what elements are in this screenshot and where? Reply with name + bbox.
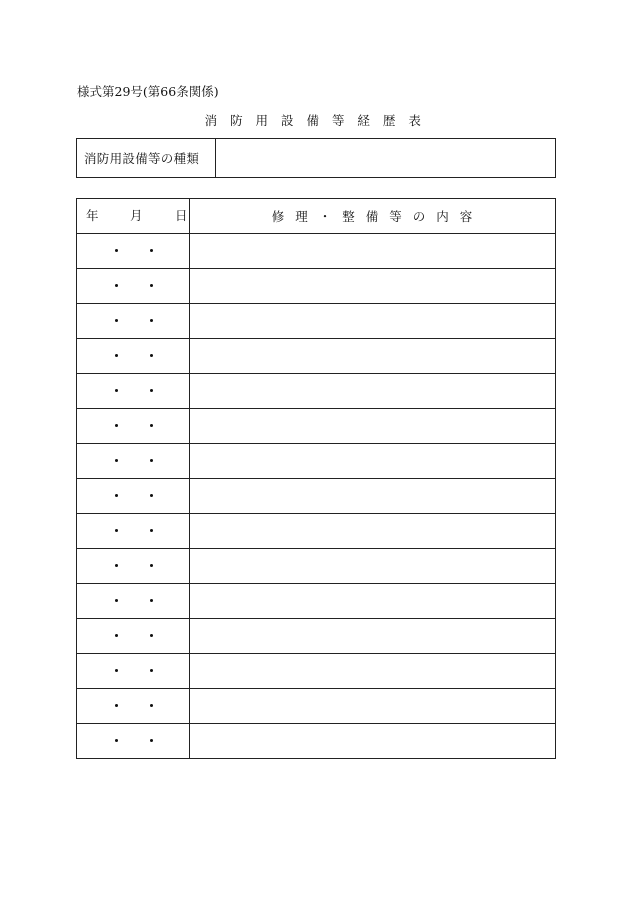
content-cell[interactable]: [190, 479, 556, 514]
date-separator-dot: [115, 634, 118, 637]
table-row: [77, 514, 556, 549]
content-cell[interactable]: [190, 409, 556, 444]
date-separator-dot: [150, 704, 153, 707]
form-number: 様式第29号(第66条関係): [77, 84, 219, 99]
date-separator-dot: [150, 739, 153, 742]
date-cell[interactable]: [77, 269, 190, 304]
date-separator-dot: [115, 354, 118, 357]
date-separator-dot: [150, 529, 153, 532]
date-separator-dot: [115, 424, 118, 427]
table-row: [77, 444, 556, 479]
table-row: [77, 409, 556, 444]
date-column-header: [77, 199, 190, 234]
content-cell[interactable]: [190, 549, 556, 584]
table-row: [77, 374, 556, 409]
date-separator-dot: [150, 634, 153, 637]
equipment-type-field[interactable]: [216, 139, 556, 178]
date-cell[interactable]: [77, 479, 190, 514]
table-row: [77, 724, 556, 759]
date-separator-dot: [150, 424, 153, 427]
history-table: [76, 198, 556, 759]
history-rows: [77, 234, 556, 759]
date-separator-dot: [115, 249, 118, 252]
date-cell[interactable]: [77, 514, 190, 549]
page-title: 消 防 用 設 備 等 経 歴 表: [204, 113, 426, 128]
day-header: 日: [175, 208, 188, 223]
date-separator-dot: [150, 249, 153, 252]
date-cell[interactable]: [77, 689, 190, 724]
content-cell[interactable]: [190, 724, 556, 759]
content-cell[interactable]: [190, 269, 556, 304]
date-cell[interactable]: [77, 374, 190, 409]
content-cell[interactable]: [190, 234, 556, 269]
date-cell[interactable]: [77, 584, 190, 619]
content-cell[interactable]: [190, 374, 556, 409]
date-separator-dot: [115, 284, 118, 287]
date-separator-dot: [150, 669, 153, 672]
date-separator-dot: [115, 599, 118, 602]
month-header: 月: [130, 208, 143, 223]
content-cell[interactable]: [190, 304, 556, 339]
content-cell[interactable]: [190, 619, 556, 654]
date-separator-dot: [115, 739, 118, 742]
table-row: [77, 584, 556, 619]
date-separator-dot: [115, 669, 118, 672]
date-cell[interactable]: [77, 619, 190, 654]
date-cell[interactable]: [77, 234, 190, 269]
date-separator-dot: [150, 494, 153, 497]
date-separator-dot: [115, 529, 118, 532]
content-cell[interactable]: [190, 339, 556, 374]
year-header: 年: [86, 208, 99, 223]
date-separator-dot: [150, 284, 153, 287]
history-header-row: [77, 199, 556, 234]
table-row: [77, 549, 556, 584]
table-row: [77, 234, 556, 269]
table-row: [77, 269, 556, 304]
content-cell[interactable]: [190, 654, 556, 689]
equipment-type-label: 消防用設備等の種類: [77, 139, 216, 178]
date-separator-dot: [115, 389, 118, 392]
table-row: [77, 304, 556, 339]
date-cell[interactable]: [77, 654, 190, 689]
date-separator-dot: [150, 599, 153, 602]
date-separator-dot: [115, 459, 118, 462]
content-cell[interactable]: [190, 689, 556, 724]
date-cell[interactable]: [77, 549, 190, 584]
date-separator-dot: [150, 389, 153, 392]
date-cell[interactable]: [77, 444, 190, 479]
date-separator-dot: [150, 459, 153, 462]
table-row: [77, 339, 556, 374]
table-row: [77, 689, 556, 724]
date-separator-dot: [115, 704, 118, 707]
date-separator-dot: [150, 354, 153, 357]
table-row: [77, 479, 556, 514]
table-row: [77, 619, 556, 654]
date-cell[interactable]: [77, 304, 190, 339]
date-cell[interactable]: [77, 724, 190, 759]
date-separator-dot: [115, 319, 118, 322]
content-cell[interactable]: [190, 444, 556, 479]
date-separator-dot: [150, 564, 153, 567]
content-column-header: 修理・整備等の内容: [190, 199, 556, 234]
date-separator-dot: [150, 319, 153, 322]
equipment-type-table: [76, 138, 556, 178]
date-cell[interactable]: [77, 339, 190, 374]
date-cell[interactable]: [77, 409, 190, 444]
content-cell[interactable]: [190, 514, 556, 549]
content-cell[interactable]: [190, 584, 556, 619]
date-separator-dot: [115, 564, 118, 567]
date-separator-dot: [115, 494, 118, 497]
table-row: [77, 654, 556, 689]
equipment-type-row: [77, 139, 556, 178]
